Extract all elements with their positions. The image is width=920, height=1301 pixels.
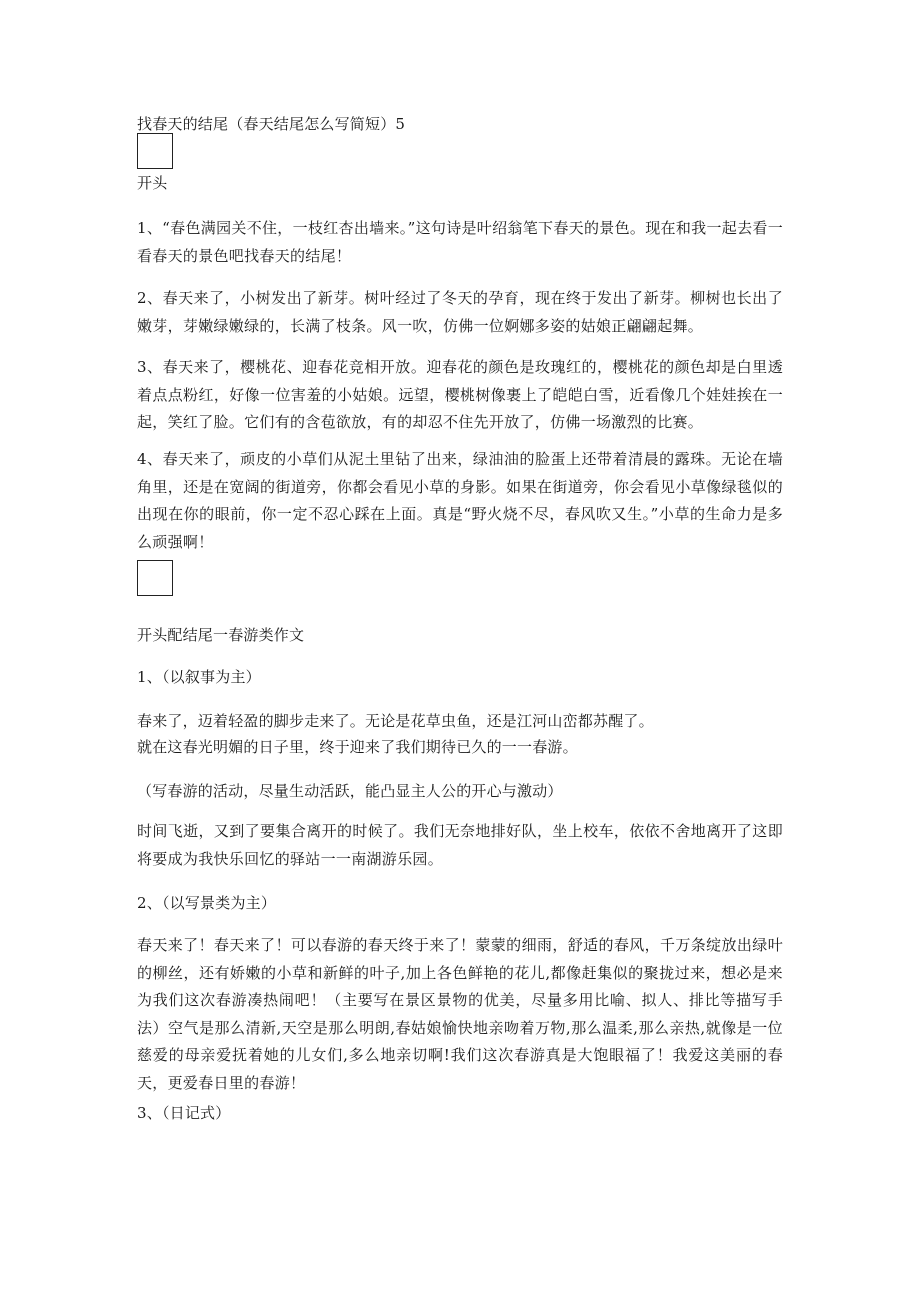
item-2-paragraph: 春天来了！春天来了！可以春游的春天终于来了！蒙蒙的细雨，舒适的春风，千万条绽放出绿叶的柳丝，还有娇嫩的小草和新鲜的叶子,加上各色鲜艳的花儿,都像赶集似的聚拢过来，想必是来为我们这次春游凑热闹吧！（主要写在景区景物的优美，尽量多用比喻、拟人、排比等描写手法）空气是那么清新,天空是那么明朗,春姑娘愉快地亲吻着万物,那么温柔,那么亲热,就像是一位慈爱的母亲爱抚着她的儿女们,多么地亲切啊!我们这次春游真是大饱眼福了！我爱这美丽的春天，更爱春日里的春游！ xyxy=(137,936,783,1092)
opening-paragraph-4: 4、春天来了，顽皮的小草们从泥土里钻了出来，绿油油的脸蛋上还带着清晨的露珠。无论在墙角里，还是在宽阔的街道旁，你都会看见小草的身影。如果在街道旁，你会看见小草像绿毯似的出现在你的眼前，你一定不忍心踩在上面。真是“野火烧不尽，春风吹又生。”小草的生命力是多么顽强啊！ xyxy=(137,450,783,551)
section-heading-opening: 开头 xyxy=(137,174,168,192)
opening-paragraph-1: 1、“春色满园关不住，一枝红杏出墙来。”这句诗是叶绍翁笔下春天的景色。现在和我一起去看一看春天的景色吧找春天的结尾！ xyxy=(137,219,783,265)
opening-paragraph-2: 2、春天来了，小树发出了新芽。树叶经过了冬天的孕育，现在终于发出了新芽。柳树也长出了嫩芽，芽嫩绿嫩绿的，长满了枝条。风一吹，仿佛一位婀娜多姿的姑娘正翩翩起舞。 xyxy=(137,289,783,335)
item-3-label: 3、（日记式） xyxy=(137,1104,231,1122)
item-1-ending: 时间飞逝，又到了要集合离开的时候了。我们无奈地排好队，坐上校车，依依不舍地离开了这即将要成为我快乐回忆的驿站一一南湖游乐园。 xyxy=(137,822,783,868)
item-1-line-2: 就在这春光明媚的日子里，终于迎来了我们期待已久的一一春游。 xyxy=(137,738,578,756)
placeholder-box xyxy=(137,560,173,596)
item-1-note: （写春游的活动，尽量生动活跃，能凸显主人公的开心与激动） xyxy=(137,782,563,800)
section-heading-spring-trip: 开头配结尾一春游类作文 xyxy=(137,626,305,644)
item-2-label: 2、（以写景类为主） xyxy=(137,894,277,912)
document-title: 找春天的结尾（春天结尾怎么写简短）5 xyxy=(137,115,406,133)
item-1-line-1: 春来了，迈着轻盈的脚步走来了。无论是花草虫鱼，还是江河山峦都苏醒了。 xyxy=(137,712,654,730)
placeholder-box xyxy=(137,133,173,169)
item-1-label: 1、（以叙事为主） xyxy=(137,668,261,686)
opening-paragraph-3: 3、春天来了，樱桃花、迎春花竞相开放。迎春花的颜色是玫瑰红的，樱桃花的颜色却是白里透着点点粉红，好像一位害羞的小姑娘。远望，樱桃树像裹上了皑皑白雪，近看像几个娃娃挨在一起，笑红了脸。它们有的含苞欲放，有的却忍不住先开放了，仿佛一场激烈的比赛。 xyxy=(137,358,783,431)
